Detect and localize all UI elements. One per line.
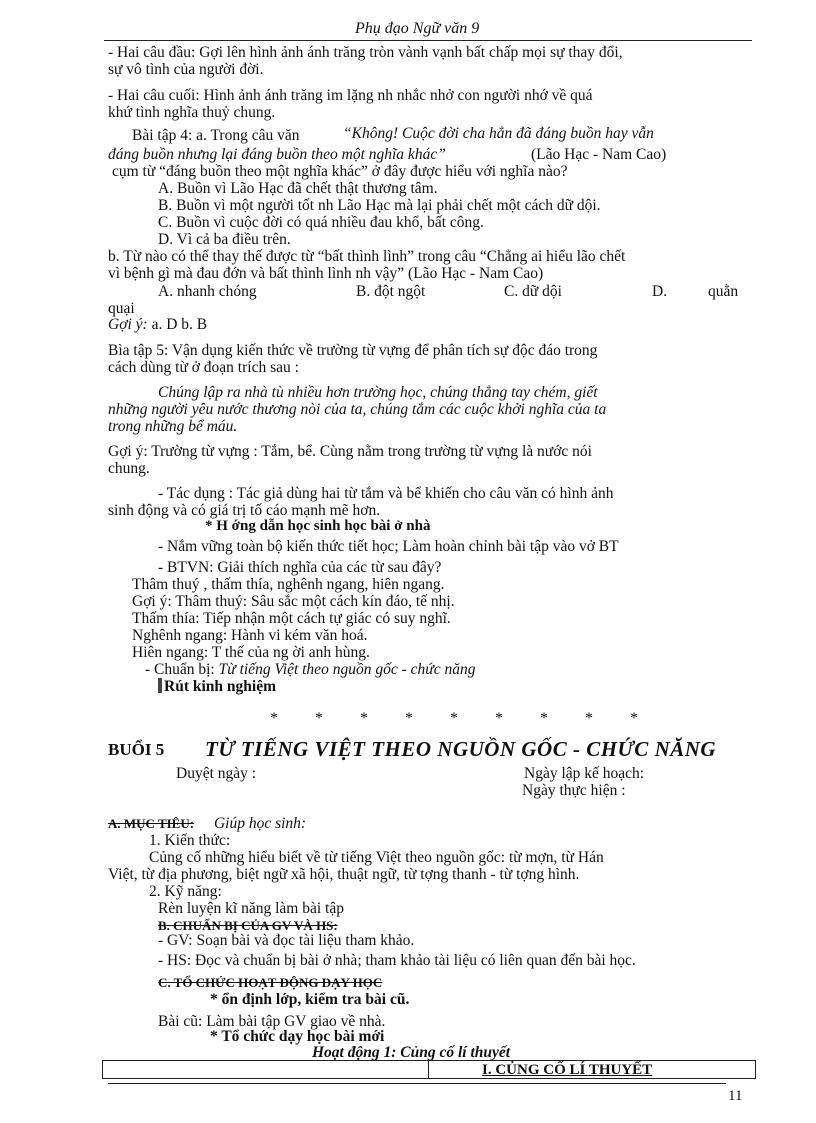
option-c: C. dữ dội [504,283,562,300]
text-line: Thấm thía: Tiếp nhận một cách tự giác có suy nghĩ. [132,610,451,627]
header-rule [104,40,752,41]
lesson-title: TỪ TIẾNG VIỆT THEO NGUỒN GỐC - CHỨC NĂNG [205,737,717,761]
star: * [495,710,503,727]
session-label: BUỔI 5 [108,740,165,759]
page-number: 11 [728,1088,743,1104]
option-a: A. nhanh chóng [158,283,257,300]
bookmark-icon [158,678,162,693]
text-line: - Hai câu cuối: Hình ảnh ánh trăng im lặng nh nhắc nhở con người nhớ về quá [108,87,593,104]
footer-rule [108,1083,726,1084]
text-line: - Hai câu đầu: Gợi lên hình ảnh ánh trăng tròn vành vạnh bất chấp mọi sự thay đổi, [108,44,623,61]
section-a-note: Giúp học sinh: [213,815,307,832]
text-line: Việt, từ địa phương, biệt ngữ xã hội, thuật ngữ, từ tợng thanh - từ tợng hình. [108,866,580,883]
review-heading-text: Rút kinh nghiệm [164,678,276,695]
text-line: Gợi ý: Thâm thuý: Sâu sắc một cách kín đáo, tế nhị. [132,593,455,610]
text-line: khứ tình nghĩa thuỷ chung. [108,104,276,121]
hint-line [108,316,207,333]
star: * [315,710,323,727]
text-line: quại [108,300,135,317]
text-line: Hiên ngang: T thế của ng ời anh hùng. [132,644,370,661]
text-line: Rèn luyện kĩ năng làm bài tập [158,900,344,917]
text-line: - Nắm vững toàn bộ kiến thức tiết học; Làm hoàn chỉnh bài tập vào vở BT [158,538,619,555]
plan-date: Ngày lập kế hoạch: [524,765,645,782]
exercise-4-quote: “Không! Cuộc đời cha hẳn đã đáng buồn hay vẫn [343,125,654,142]
text-line: - BTVN: Giải thích nghĩa của các từ sau đây? [158,559,442,576]
step-2: * Tổ chức dạy học bài mới [210,1028,385,1045]
table-divider [428,1060,429,1079]
text-line: - GV: Soạn bài và đọc tài liệu tham khảo. [158,932,415,949]
star: * [270,710,278,727]
text-line: sinh động và có giá trị tố cáo mạnh mẽ hơn. [108,502,381,519]
section-b-heading: B. CHUẨN BỊ CỦA GV VÀ HS: [158,918,338,933]
text-line: chung. [108,460,150,477]
option-a: A. Buồn vì Lão Hạc đã chết thật thương tâm. [158,180,438,197]
activity-title: Hoạt động 1: Củng cố lí thuyết [312,1044,511,1061]
skill-title: 2. Kỹ năng: [149,883,222,900]
star: * [450,710,458,727]
prepare-label: - Chuẩn bị: [145,661,215,678]
knowledge-title: 1. Kiến thức: [149,832,231,849]
review-heading [158,678,276,695]
text-line: b. Từ nào có thể thay thế được từ “bất thình lình” trong câu “Chẳng ai hiểu lão chết [108,248,626,265]
option-b: B. đột ngột [356,283,426,300]
step-1: * ổn định lớp, kiểm tra bài cũ. [210,991,410,1008]
running-header: Phụ đạo Ngữ văn 9 [355,20,480,37]
section-a-heading: A. MỤC TIÊU: [108,816,195,831]
option-d: D. [652,283,668,300]
text-line: Nghênh ngang: Hành vi kém văn hoá. [132,627,368,644]
text-line: cách dùng từ ở đoạn trích sau : [108,359,299,376]
star-divider [270,710,675,728]
text-line: Thâm thuý , thấm thía, nghênh ngang, hiên ngang. [132,576,445,593]
text-line: - HS: Đọc và chuẩn bị bài ở nhà; tham khảo tài liệu có liên quan đến bài học. [158,952,636,969]
section-c-heading: C. TỔ CHỨC HOẠT ĐỘNG DẠY HỌC [158,975,383,990]
option-d-text: quằn [708,283,739,300]
hint-answer: a. D b. B [151,316,208,333]
star: * [405,710,413,727]
text-line: vì bệnh gì mà đau đớn và bất thình lình nh vậy” (Lão Hạc - Nam Cao) [108,265,544,282]
option-c: C. Buồn vì cuộc đời có quá nhiều đau khổ, bất công. [158,214,484,231]
quote-line: Chúng lập ra nhà tù nhiều hơn trường học, chúng thẳng tay chém, giết [158,384,598,401]
star: * [630,710,638,727]
prepare-topic: Từ tiếng Việt theo nguồn gốc - chức năng [218,661,476,678]
hint-label: Gợi ý: [108,316,148,333]
exercise-4-label: Bài tập 4: a. Trong câu văn [132,127,300,144]
star: * [360,710,368,727]
exercise-5-label: Bìa tập 5: Vận dụng kiến thức về trường từ vựng để phân tích sự độc đáo trong [108,342,598,359]
quote-line: trong những bể máu. [108,418,238,435]
table-heading: I. CỦNG CỐ LÍ THUYẾT [482,1062,653,1078]
quote-line: những người yêu nước thương nòi của ta, chúng tắm các cuộc khởi nghĩa của ta [108,401,607,418]
exercise-4-quote: đáng buồn nhưng lại đáng buồn theo một nghĩa khác” [108,146,446,163]
homework-heading: * H ớng dẫn học sinh học bài ở nhà [205,518,431,534]
prepare-line [145,661,475,678]
text-line: - Tác dụng : Tác giả dùng hai từ tắm và bể khiến cho câu văn có hình ảnh [158,485,614,502]
star: * [540,710,548,727]
text-line: Bài cũ: Làm bài tập GV giao về nhà. [158,1013,386,1030]
text-line: Củng cố những hiểu biết về từ tiếng Việt theo nguồn gốc: từ mợn, từ Hán [149,849,604,866]
source-citation: (Lão Hạc - Nam Cao) [531,146,667,163]
option-b: B. Buồn vì một người tốt nh Lão Hạc mà lại phải chết một cách dữ dội. [158,197,601,214]
text-line: sự vô tình của người đời. [108,61,264,78]
text-line: cụm từ “đáng buồn theo một nghĩa khác” ở đây được hiểu với nghĩa nào? [112,163,568,180]
lesson-table [102,1060,756,1079]
execution-date: Ngày thực hiện : [522,782,626,799]
section-a-line [108,815,306,832]
text-line: Gợi ý: Trường từ vựng : Tắm, bể. Cùng nằm trong trường từ vựng là nước nói [108,443,592,460]
star: * [585,710,593,727]
approval-date: Duyệt ngày : [176,765,257,782]
option-d: D. Vì cả ba điều trên. [158,231,291,248]
